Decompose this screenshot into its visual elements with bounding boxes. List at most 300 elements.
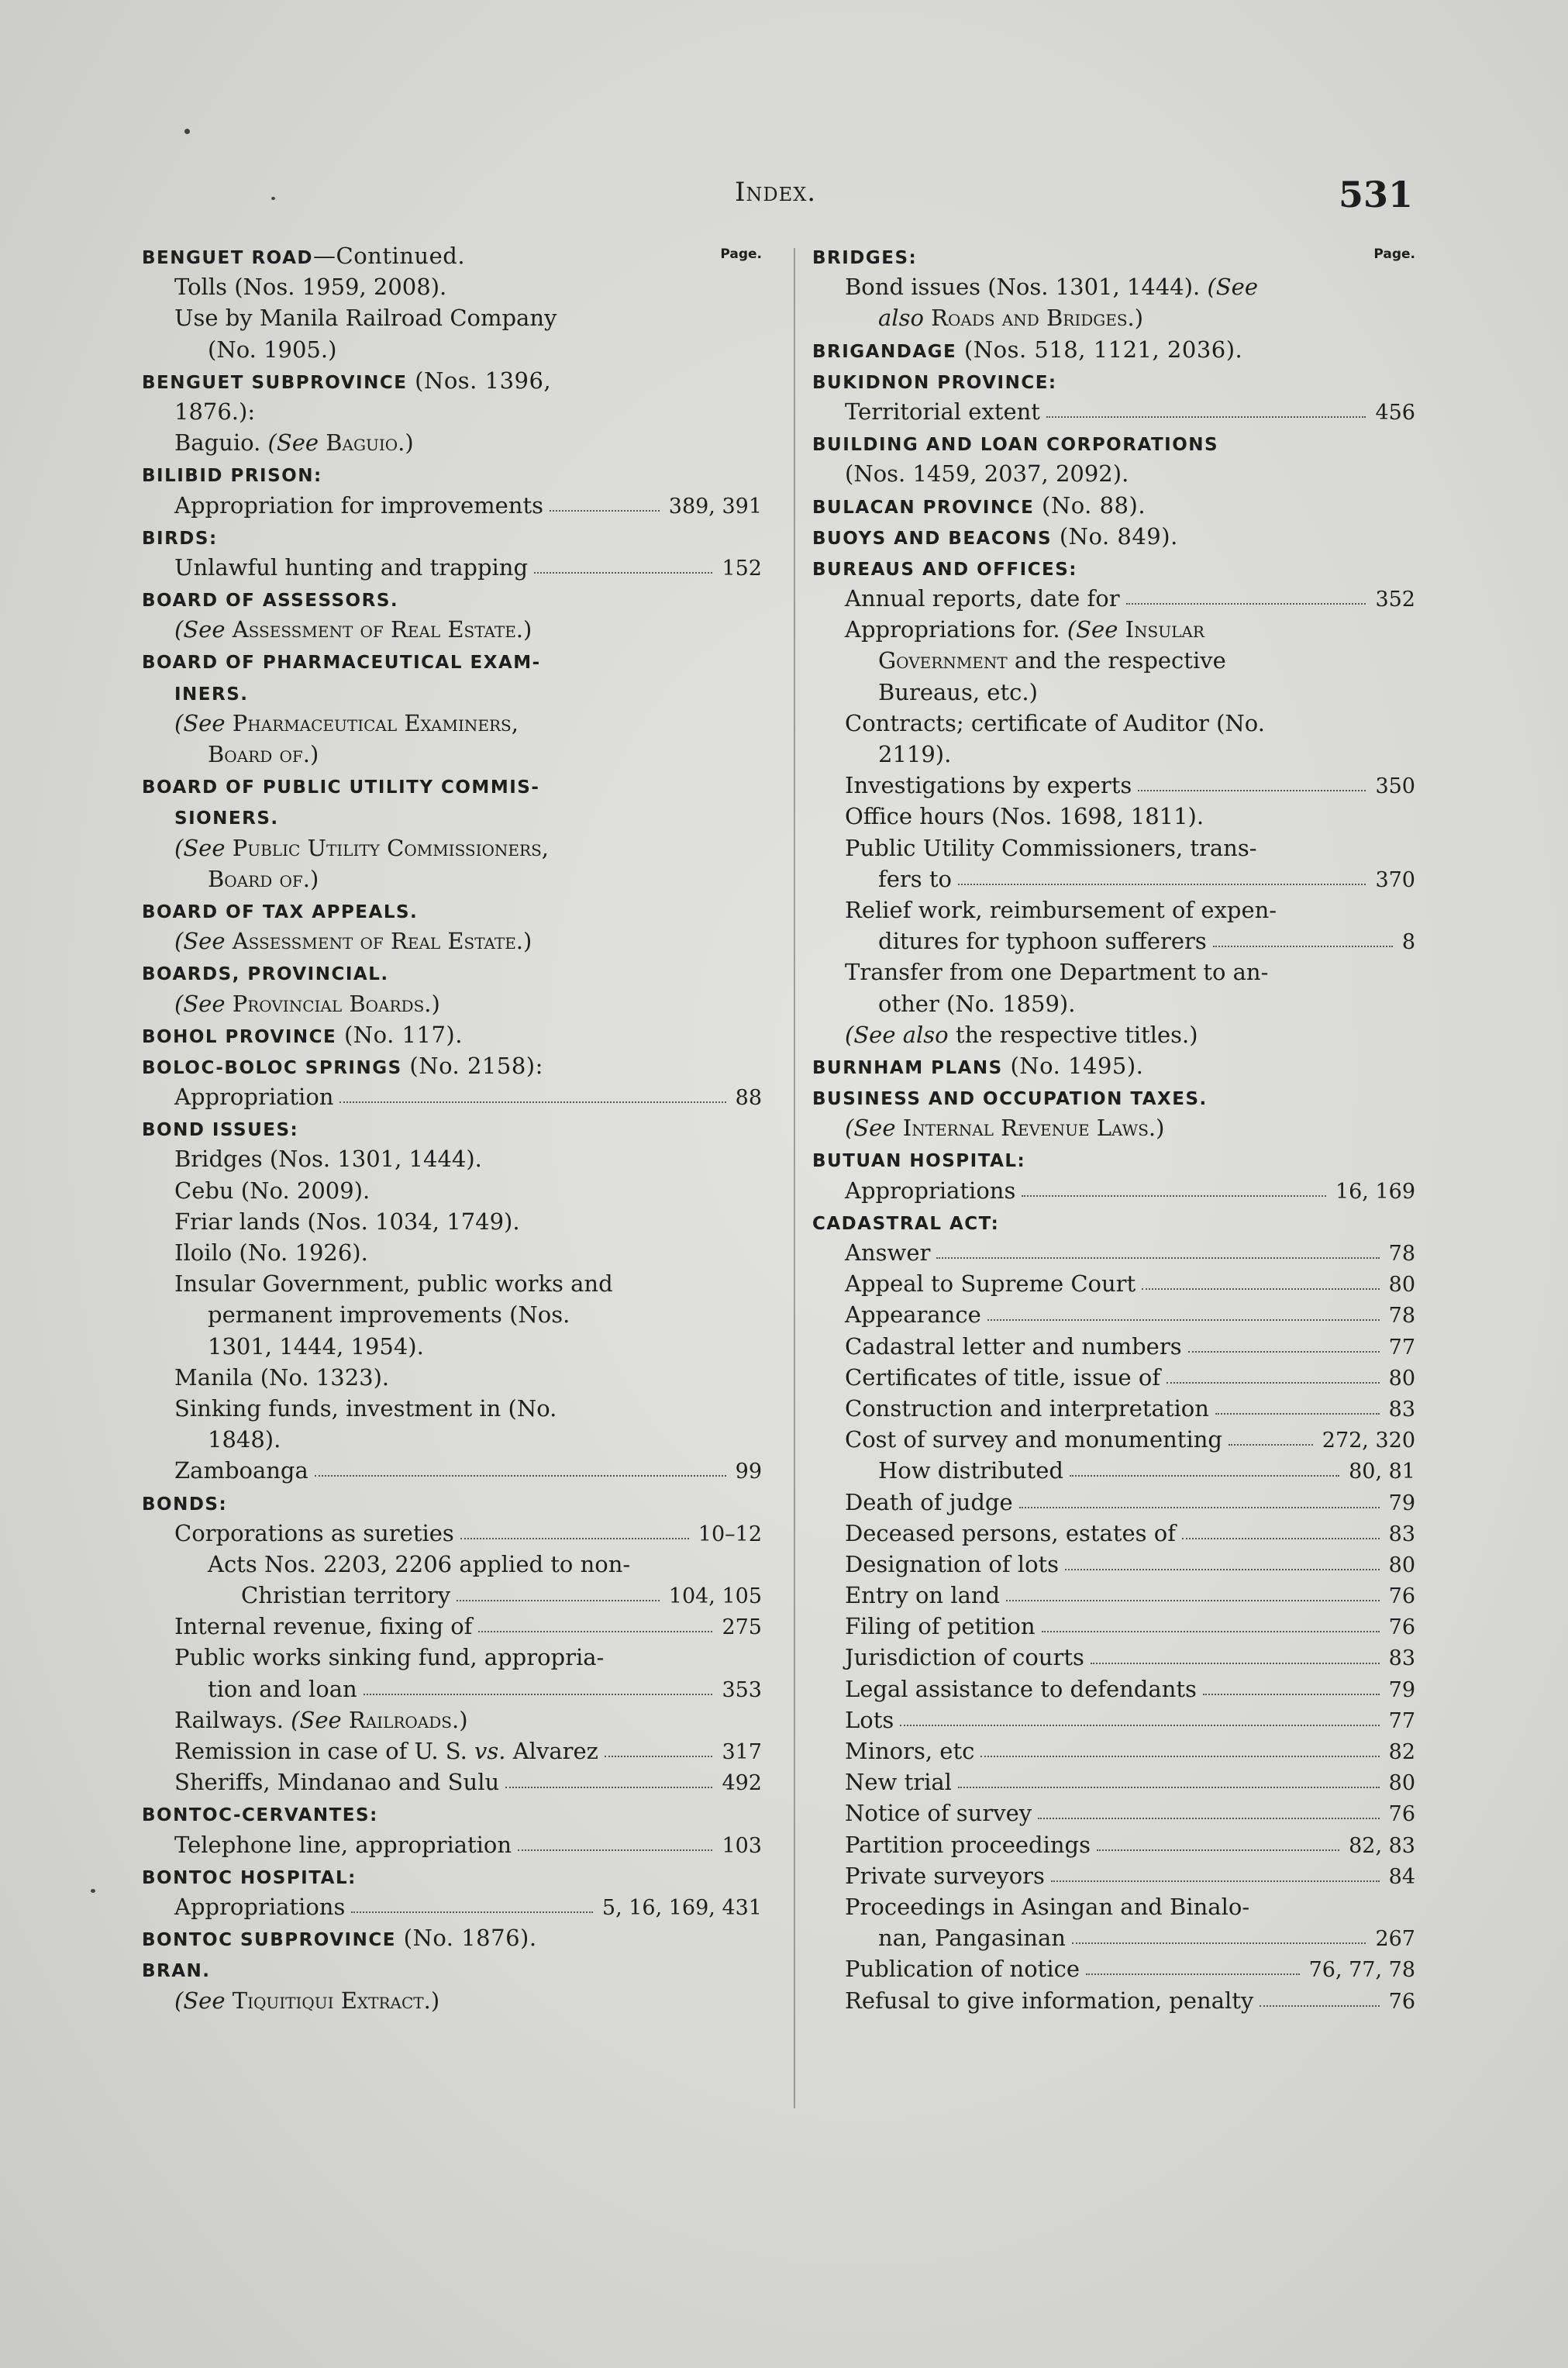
entry-text-part: Notice of survey — [845, 1800, 1032, 1827]
entry-text-part: BONTOC SUBPROVINCE — [142, 1930, 396, 1951]
dot-leader — [1042, 1631, 1380, 1632]
entry-text-part: Entry on land — [845, 1582, 1001, 1609]
entry-text-part: BUOYS AND BEACONS — [812, 528, 1053, 549]
entry-text — [878, 863, 952, 894]
entry-text — [174, 1143, 482, 1174]
index-entry — [812, 1393, 1415, 1424]
entry-text-part: Unlawful hunting and trapping — [174, 553, 529, 581]
entry-text — [845, 1798, 1032, 1829]
entry-text-part: Public works sinking fund, appropria- — [174, 1644, 605, 1671]
entry-text-part: BIRDS: — [142, 528, 218, 549]
index-entry — [812, 1767, 1415, 1798]
entry-text — [174, 1735, 598, 1767]
page-column-label: Page. — [720, 246, 762, 262]
index-entry — [812, 458, 1415, 489]
dot-leader — [1070, 1475, 1339, 1477]
index-heading — [142, 1798, 762, 1829]
entry-text-part: Insular Government, public works and — [174, 1270, 613, 1298]
page-reference: 353 — [722, 1677, 762, 1702]
index-entry — [812, 677, 1415, 708]
index-entry — [142, 1424, 762, 1455]
index-entry — [142, 334, 762, 365]
entry-text-part: (See — [267, 429, 326, 457]
dot-leader — [1138, 790, 1366, 791]
index-entry — [142, 1268, 762, 1299]
entry-text-part: (No. 1905.) — [208, 336, 337, 363]
entry-text — [142, 365, 551, 398]
entry-text — [142, 521, 218, 554]
page-reference: 275 — [722, 1615, 762, 1640]
index-entry — [142, 1143, 762, 1174]
index-entry — [812, 894, 1415, 925]
index-entry — [142, 1299, 762, 1330]
entry-text-part: Partition proceedings — [845, 1831, 1091, 1858]
dot-leader — [1182, 1538, 1380, 1539]
entry-text — [142, 1487, 227, 1520]
index-entry — [812, 1953, 1415, 1984]
page-reference: 152 — [722, 556, 762, 581]
dot-leader — [1142, 1288, 1379, 1290]
page-reference: 389, 391 — [668, 494, 762, 519]
index-entry — [812, 770, 1415, 801]
entry-text-part: vs. — [474, 1738, 506, 1764]
dot-leader — [1086, 1973, 1300, 1975]
index-entry — [142, 1767, 762, 1798]
entry-text-part: Construction and interpretation — [845, 1394, 1209, 1422]
entry-text — [142, 1050, 543, 1084]
index-entry — [142, 552, 762, 583]
entry-text — [142, 957, 389, 990]
entry-text-part: INERS. — [174, 684, 249, 705]
entry-text — [845, 1362, 1160, 1393]
dot-leader — [1072, 1942, 1366, 1944]
entry-text-part: Roads and Bridges. — [931, 305, 1135, 332]
dot-leader — [1126, 603, 1366, 605]
index-entry — [812, 739, 1415, 770]
index-entry — [142, 988, 762, 1019]
page-reference: 80, 81 — [1349, 1460, 1415, 1484]
index-heading — [812, 240, 1415, 271]
entry-text-part: (No. 117). — [336, 1021, 463, 1048]
entry-text — [142, 1112, 298, 1146]
page-reference: 80 — [1388, 1553, 1415, 1577]
entry-text-part: BUREAUS AND OFFICES: — [812, 559, 1078, 580]
index-heading — [142, 645, 762, 676]
entry-text-part: BOARDS, PROVINCIAL. — [142, 964, 389, 985]
index-entry — [142, 739, 762, 770]
entry-text-part: (No. 88). — [1034, 491, 1146, 519]
index-entry — [812, 1455, 1415, 1486]
entry-text-part: BONDS: — [142, 1494, 228, 1515]
page-reference: 76 — [1388, 1802, 1415, 1827]
entry-text-part: ) — [523, 616, 532, 643]
entry-text-part: Annual reports, date for — [845, 585, 1120, 612]
entry-text-part: Designation of lots — [845, 1550, 1060, 1577]
entry-text — [845, 1953, 1080, 1984]
page-reference: 352 — [1375, 588, 1415, 612]
entry-text-part: Territorial extent — [845, 398, 1040, 425]
entry-text — [174, 1642, 604, 1673]
entry-text-part: BENGUET ROAD — [142, 248, 313, 268]
entry-text — [208, 1331, 424, 1362]
index-entry — [812, 988, 1415, 1019]
entry-text-part: BOHOL PROVINCE — [142, 1026, 337, 1047]
entry-text-part: BUSINESS AND OCCUPATION TAXES. — [812, 1089, 1208, 1110]
entry-text — [208, 334, 336, 365]
dot-leader — [457, 1600, 660, 1601]
index-entry — [142, 490, 762, 521]
entry-text — [174, 1829, 512, 1860]
dot-leader — [1019, 1507, 1380, 1508]
entry-text — [142, 1019, 463, 1053]
index-entry — [812, 1798, 1415, 1829]
entry-text-part: BURNHAM PLANS — [812, 1057, 1003, 1078]
dot-leader — [936, 1257, 1379, 1259]
dot-leader — [900, 1725, 1379, 1726]
entry-text-part: Refusal to give information, penalty — [845, 1987, 1254, 2014]
dot-leader — [505, 1787, 712, 1788]
entry-text-part: (See — [845, 1115, 903, 1142]
entry-text — [174, 271, 446, 302]
entry-text-part: Appeal to Supreme Court — [845, 1270, 1136, 1298]
entry-text-part: Appearance — [845, 1301, 981, 1329]
dot-leader — [1091, 1663, 1380, 1664]
index-entry — [812, 645, 1415, 676]
page-reference: 317 — [722, 1740, 762, 1764]
entry-text — [174, 1611, 472, 1642]
entry-text-part: 1301, 1444, 1954). — [208, 1332, 424, 1360]
entry-text — [174, 1362, 389, 1393]
entry-text-part: Public Utility Commissioners, — [232, 834, 549, 861]
index-heading — [142, 801, 762, 832]
entry-text — [174, 1518, 454, 1549]
entry-text-part: (See — [1067, 616, 1125, 643]
entry-text — [845, 1518, 1176, 1549]
index-entry — [812, 1424, 1415, 1455]
entry-text-part: Answer — [845, 1239, 931, 1266]
index-entry — [142, 1393, 762, 1424]
entry-text — [174, 1891, 345, 1922]
index-heading — [142, 240, 762, 271]
index-heading — [142, 583, 762, 614]
entry-text — [241, 1580, 450, 1611]
entry-text-part: Government — [878, 647, 1008, 674]
index-heading — [142, 957, 762, 988]
page-reference: 370 — [1375, 867, 1415, 892]
index-entry — [812, 832, 1415, 863]
index-heading — [142, 1953, 762, 1984]
index-entry — [142, 1081, 762, 1112]
index-heading — [142, 677, 762, 708]
entry-text-part: How distributed — [878, 1457, 1063, 1484]
entry-text-part: Relief work, reimbursement of expen- — [845, 896, 1277, 923]
dot-leader — [605, 1756, 713, 1757]
entry-text-part: also — [878, 305, 932, 332]
entry-text — [878, 677, 1038, 708]
index-heading — [812, 1206, 1415, 1237]
entry-text — [174, 1206, 520, 1237]
index-heading — [812, 1050, 1415, 1081]
entry-text-part: ) — [405, 429, 414, 457]
entry-text-part: 1876.): — [174, 398, 256, 425]
entry-text — [845, 1580, 1000, 1611]
entry-text-part: Use by Manila Railroad Company — [174, 305, 557, 332]
dot-leader — [1188, 1351, 1380, 1353]
index-entry — [812, 1891, 1415, 1922]
entry-text-part: (See also — [845, 1021, 956, 1048]
entry-text-part: Friar lands (Nos. 1034, 1749). — [174, 1208, 520, 1235]
index-column-left — [142, 240, 762, 2016]
entry-text — [845, 1673, 1197, 1704]
entry-text-part: Lots — [845, 1706, 894, 1733]
index-entry — [812, 1611, 1415, 1642]
entry-text-part: permanent improvements (Nos. — [208, 1301, 570, 1329]
entry-text-part: (See — [174, 990, 233, 1017]
entry-text-part: other (No. 1859). — [878, 990, 1076, 1017]
entry-text — [845, 1331, 1182, 1362]
entry-text — [174, 614, 532, 645]
entry-text — [174, 1393, 557, 1424]
entry-text — [845, 271, 1258, 302]
index-entry — [142, 1891, 762, 1922]
index-entry — [812, 1673, 1415, 1704]
entry-text — [174, 302, 557, 333]
index-heading — [812, 552, 1415, 583]
entry-text — [845, 614, 1204, 645]
page-reference: 103 — [722, 1833, 762, 1858]
entry-text — [142, 1860, 357, 1894]
entry-text-part: Board of. — [208, 741, 310, 767]
entry-text-part: BULACAN PROVINCE — [812, 497, 1035, 518]
index-entry — [812, 1112, 1415, 1143]
entry-text — [812, 365, 1057, 398]
index-entry — [812, 708, 1415, 739]
index-heading — [142, 1487, 762, 1518]
entry-text-part: 2119). — [878, 741, 952, 767]
entry-text-part: Baguio. — [174, 429, 268, 457]
index-entry — [812, 957, 1415, 988]
page-column-label: Page. — [1373, 246, 1415, 262]
index-entry — [812, 1019, 1415, 1050]
page-reference: 78 — [1388, 1242, 1415, 1266]
entry-text — [174, 1704, 468, 1735]
entry-text — [142, 458, 322, 491]
index-entry — [142, 863, 762, 894]
entry-text-part: Alvarez — [505, 1738, 598, 1764]
entry-text-part: Bureaus, etc.) — [878, 678, 1038, 705]
index-entry — [142, 1735, 762, 1767]
index-entry — [142, 1455, 762, 1486]
entry-text-part: (See — [174, 709, 233, 736]
entry-text-part: Tolls (Nos. 1959, 2008). — [174, 274, 447, 301]
entry-text — [174, 427, 414, 458]
entry-text-part: 1848). — [208, 1426, 281, 1453]
index-entry — [142, 1673, 762, 1704]
entry-text-part: Legal assistance to defendants — [845, 1675, 1197, 1702]
entry-text-part: Cebu (No. 2009). — [174, 1177, 370, 1204]
entry-text-part: (See — [1207, 274, 1258, 301]
entry-text — [845, 396, 1040, 427]
dot-leader — [1006, 1600, 1380, 1601]
index-entry — [812, 302, 1415, 333]
entry-text-part: Provincial Boards. — [232, 990, 432, 1017]
entry-text-part: ) — [459, 1706, 468, 1733]
entry-text-part: (See — [174, 928, 233, 955]
index-entry — [142, 1175, 762, 1206]
index-entry — [812, 1549, 1415, 1580]
entry-text-part: (No. 849). — [1052, 522, 1178, 550]
dot-leader — [980, 1756, 1379, 1757]
entry-text — [845, 1829, 1091, 1860]
page-reference: 78 — [1388, 1304, 1415, 1329]
entry-text — [845, 1985, 1253, 2016]
entry-text-part: Internal revenue, fixing of — [174, 1613, 473, 1640]
dot-leader — [1038, 1818, 1379, 1819]
index-heading — [142, 1860, 762, 1891]
entry-text — [845, 1299, 981, 1330]
entry-text — [845, 1642, 1084, 1673]
entry-text-part: BILIBID PRISON: — [142, 466, 322, 487]
entry-text-part: Remission in case of U. S. — [174, 1738, 475, 1764]
dot-leader — [1097, 1849, 1339, 1851]
entry-text-part: Zamboanga — [174, 1457, 308, 1484]
entry-text — [845, 708, 1265, 739]
index-entry — [812, 1487, 1415, 1518]
entry-text-part: Filing of petition — [845, 1613, 1036, 1640]
entry-text-part: ) — [430, 1987, 440, 2014]
entry-text-part: Telephone line, appropriation — [174, 1831, 512, 1858]
dot-leader — [339, 1101, 725, 1103]
entry-text — [878, 988, 1075, 1019]
entry-text — [142, 645, 541, 678]
entry-text — [174, 677, 249, 710]
page-number: 531 — [1338, 174, 1413, 215]
page-reference: 272, 320 — [1322, 1429, 1415, 1453]
index-entry — [812, 1518, 1415, 1549]
page-reference: 8 — [1401, 930, 1415, 955]
entry-text — [845, 957, 1268, 988]
entry-text — [845, 801, 1204, 832]
entry-text-part: Insular — [1125, 616, 1204, 643]
entry-text-part: Corporations as sureties — [174, 1519, 454, 1546]
page-reference: 350 — [1375, 774, 1415, 799]
entry-text — [142, 1922, 537, 1956]
dot-leader — [958, 884, 1366, 885]
dot-leader — [987, 1319, 1380, 1321]
entry-text-part: CADASTRAL ACT: — [812, 1213, 1000, 1234]
dot-leader — [1051, 1880, 1380, 1882]
index-heading — [812, 521, 1415, 552]
dot-leader — [518, 1849, 712, 1851]
entry-text — [142, 770, 539, 803]
entry-text-part: Baguio. — [326, 429, 405, 457]
index-entry — [142, 1704, 762, 1735]
entry-text-part: Appropriations — [174, 1893, 346, 1920]
entry-text-part: Railroads. — [348, 1706, 460, 1733]
dot-leader — [1203, 1694, 1380, 1695]
index-entry — [812, 583, 1415, 614]
entry-text-part: Sinking funds, investment in (No. — [174, 1394, 557, 1422]
dot-leader — [1260, 2005, 1379, 2007]
index-heading — [142, 770, 762, 801]
dust-speck — [91, 1889, 95, 1893]
entry-text-part: ) — [1134, 305, 1144, 332]
entry-text — [208, 1549, 630, 1580]
dot-leader — [1213, 946, 1393, 947]
entry-text — [845, 1268, 1136, 1299]
page-reference: 77 — [1388, 1335, 1415, 1360]
page-reference: 76 — [1388, 1584, 1415, 1609]
page-reference: 76, 77, 78 — [1308, 1958, 1415, 1983]
dot-leader — [478, 1631, 712, 1632]
entry-text-part: BONTOC-CERVANTES: — [142, 1805, 378, 1826]
dust-speck — [184, 129, 190, 134]
entry-text — [845, 1860, 1045, 1891]
entry-text-part: Transfer from one Department to an- — [845, 959, 1269, 986]
page-reference: 80 — [1388, 1771, 1415, 1796]
entry-text-part: Contracts; certificate of Auditor (No. — [845, 709, 1265, 736]
entry-text — [208, 1673, 357, 1704]
entry-text-part: SIONERS. — [174, 808, 279, 829]
entry-text — [142, 583, 398, 616]
index-entry — [142, 832, 762, 863]
entry-text-part: Internal Revenue Laws. — [902, 1115, 1156, 1142]
entry-text — [208, 1299, 570, 1330]
entry-text-part: Tiquitiqui Extract. — [232, 1987, 431, 2014]
entry-text-part: (See — [174, 834, 233, 861]
index-entry — [142, 1580, 762, 1611]
entry-text — [174, 832, 549, 863]
page-reference: 82, 83 — [1349, 1833, 1415, 1858]
entry-text — [174, 801, 279, 834]
index-heading — [812, 1081, 1415, 1112]
entry-text-part: Proceedings in Asingan and Binalo- — [845, 1893, 1250, 1920]
entry-text-part: (See — [291, 1706, 349, 1733]
entry-text — [142, 1798, 378, 1831]
entry-text — [174, 1455, 308, 1486]
entry-text-part: ) — [431, 990, 440, 1017]
entry-text-part: Railways. — [174, 1706, 291, 1733]
entry-text — [845, 1019, 1198, 1050]
entry-text-part: Appropriation for improvements — [174, 491, 544, 519]
entry-text-part: Cost of survey and monumenting — [845, 1426, 1222, 1453]
entry-text-part: BOLOC-BOLOC SPRINGS — [142, 1057, 402, 1078]
page-reference: 5, 16, 169, 431 — [601, 1895, 762, 1920]
entry-text-part: Assessment of Real Estate. — [232, 616, 524, 643]
entry-text-part: BRAN. — [142, 1961, 211, 1982]
entry-text — [812, 490, 1146, 523]
entry-text-part: BUILDING AND LOAN CORPORATIONS — [812, 435, 1219, 456]
index-entry — [142, 1985, 762, 2016]
entry-text — [174, 925, 532, 957]
index-entry — [812, 614, 1415, 645]
dot-leader — [351, 1911, 593, 1913]
entry-text-part: BENGUET SUBPROVINCE — [142, 372, 408, 393]
page-reference: 99 — [735, 1460, 762, 1484]
entry-text — [845, 1424, 1222, 1455]
index-heading — [812, 490, 1415, 521]
dot-leader — [315, 1475, 726, 1477]
entry-text — [845, 1393, 1209, 1424]
page-reference: 83 — [1388, 1397, 1415, 1422]
entry-text-part: Publication of notice — [845, 1956, 1080, 1983]
dot-leader — [534, 572, 712, 574]
entry-text-part: BONTOC HOSPITAL: — [142, 1867, 357, 1888]
entry-text-part: Assessment of Real Estate. — [232, 928, 524, 955]
dot-leader — [550, 510, 660, 512]
index-heading — [142, 894, 762, 925]
index-entry — [142, 1331, 762, 1362]
